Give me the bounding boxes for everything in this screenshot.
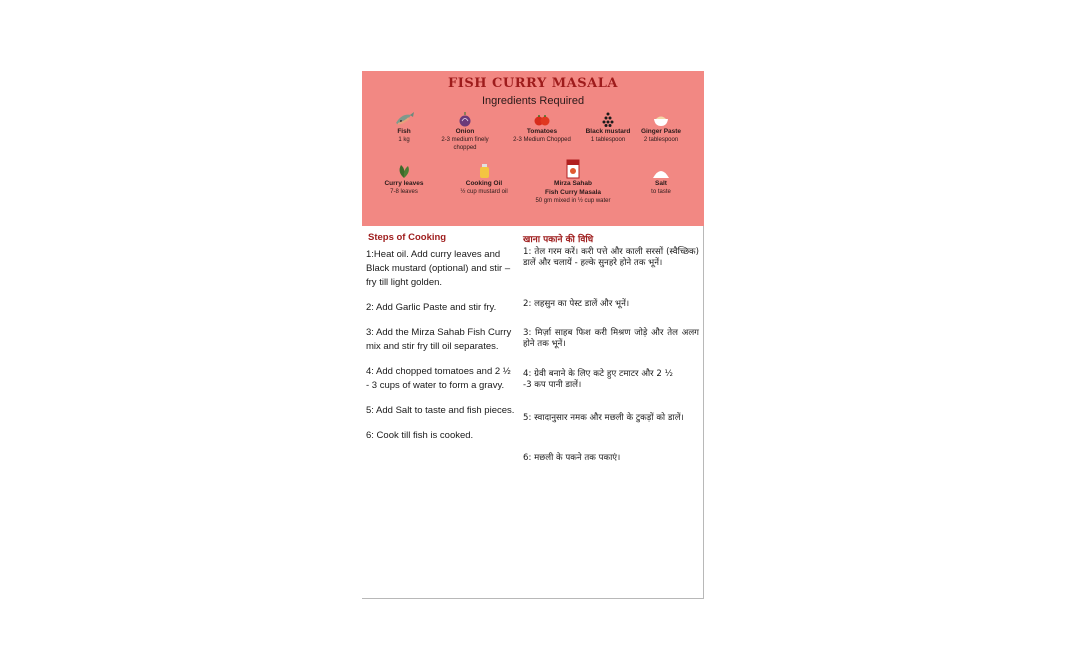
ingredients-header [362,71,704,226]
step-en-4: 4: Add chopped tomatoes and 2 ½ - 3 cups of water to form a gravy. [366,366,511,391]
ingredient-curry-leaves: Curry leaves 7-8 leaves [349,163,459,196]
ingredient-fish: Fish 1 kg [349,111,459,144]
ingredient-onion: Onion 2-3 medium finely chopped [410,111,520,152]
recipe-card [362,71,704,599]
step-en-6: 6: Cook till fish is cooked. [366,430,474,441]
step-hi-2: 2: लहसुन का पेस्ट डालें और भूनें। [523,299,630,309]
tomato-icon [531,111,553,127]
step-hi-4: 4: ग्रेवी बनाने के लिए कटे हुए टमाटर और 2 ½ -3 कप पानी डालें। [523,369,673,390]
ingredient-black-mustard: Black mustard 1 tablespoon [553,111,663,144]
oil-jar-icon [473,163,495,179]
step-hi-1: 1: तेल गरम करें। करी पत्ते और काली सरसों (स्वैच्छिक) डालें और चलायें - हल्के सुनहरे होने तक भूनें। [523,247,699,268]
step-en-1: 1:Heat oil. Add curry leaves and Black mustard (optional) and stir – fry till light golden. [366,249,511,288]
step-en-3: 3: Add the Mirza Sahab Fish Curry mix and stir fry till oil separates. [366,327,512,352]
onion-icon [454,111,476,127]
ingredient-tomatoes: Tomatoes 2-3 Medium Chopped [487,111,597,144]
step-hi-6: 6: मछली के पकने तक पकाएं। [523,453,621,463]
page-title: FISH CURRY MASALA [448,76,618,91]
ingredient-salt: Salt to taste [606,163,716,196]
ingredient-masala: Mirza Sahab Fish Curry Masala 50 gm mixed in ½ cup water [518,159,628,205]
paste-bowl-icon [650,111,672,127]
step-hi-3: 3: मिर्ज़ा साहब फिश करी मिश्रण जोड़े और तेल अलग होने तक भूनें। [523,328,699,349]
steps-heading-en: Steps of Cooking [368,232,447,243]
masala-pack-icon [562,159,584,179]
ingredient-ginger-paste: Ginger Paste 2 tablespoon [606,111,716,144]
steps-heading-hi: खाना पकाने की विधि [523,235,594,245]
leaf-icon [393,163,415,179]
salt-pile-icon [650,163,672,179]
ingredient-cooking-oil: Cooking Oil ½ cup mustard oil [429,163,539,196]
step-en-5: 5: Add Salt to taste and fish pieces. [366,405,515,416]
steps-list-hi [523,247,699,547]
ingredients-subtitle: Ingredients Required [481,95,585,107]
step-hi-5: 5: स्वादानुसार नमक और मछली के टुकड़ों को डालें। [523,413,684,423]
step-en-2: 2: Add Garlic Paste and stir fry. [366,302,497,313]
steps-list-en [366,248,516,548]
